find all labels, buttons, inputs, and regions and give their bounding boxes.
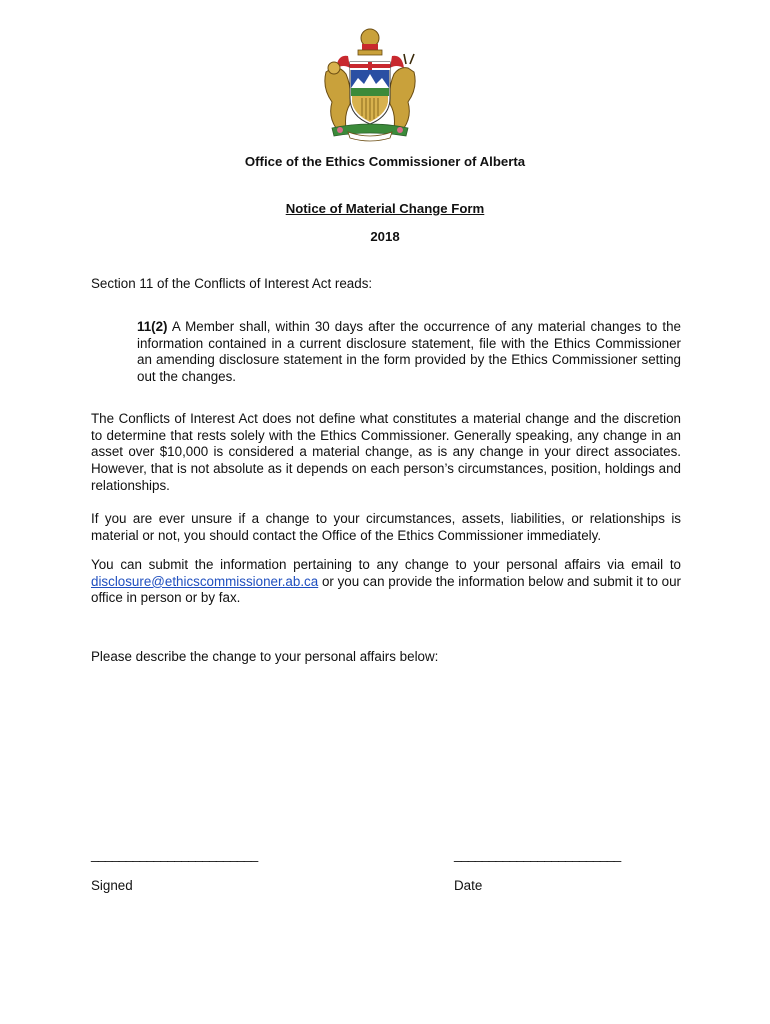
describe-prompt: Please describe the change to your personal affairs below: (91, 649, 439, 664)
intro-text: Section 11 of the Conflicts of Interest Act reads: (91, 276, 373, 291)
material-change-paragraph: The Conflicts of Interest Act does not define what constitutes a material change and the discretion to determine that rests solely with the Ethics Commissioner. Generally speaking, any change in an asset over $10,000 is considered a material change, as is any change in your direct associates. However, that is not absolute as it depends on each person’s circumstances, position, holdings and relationships. (91, 411, 681, 493)
submission-paragraph (91, 557, 681, 607)
form-title: Notice of Material Change Form (285, 201, 485, 216)
submission-text-after: or you can provide the information below and submit it to our office in person or by fax. (91, 573, 681, 606)
submission-text-before: You can submit the information pertaining to any change to your personal affairs via email to (91, 557, 681, 572)
signature-line[interactable]: ________________________ (91, 847, 258, 862)
signed-label: Signed (91, 878, 133, 893)
unsure-paragraph: If you are ever unsure if a change to your circumstances, assets, liabilities, or relationships is material or not, you should contact the Office of the Ethics Commissioner immediately. (91, 511, 681, 543)
act-quote (137, 319, 681, 386)
date-line[interactable]: ________________________ (454, 847, 621, 862)
organization-title: Office of the Ethics Commissioner of Alberta (244, 154, 526, 169)
alberta-coat-of-arms-icon (318, 24, 422, 142)
form-year: 2018 (370, 229, 400, 244)
quote-text: A Member shall, within 30 days after the occurrence of any material changes to the information contained in a current disclosure statement, file with the Ethics Commissioner an amending disclosure statement in the form provided by the Ethics Commissioner setting out the changes. (137, 319, 681, 385)
date-label: Date (454, 878, 483, 893)
section-reference: 11(2) (137, 319, 168, 334)
disclosure-email-link[interactable]: disclosure@ethicscommissioner.ab.ca (91, 573, 319, 589)
